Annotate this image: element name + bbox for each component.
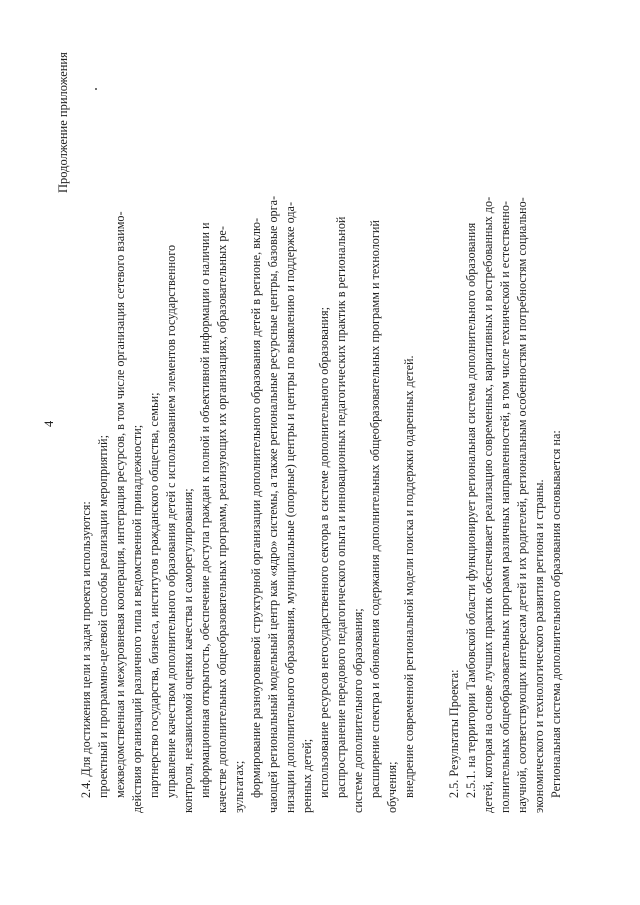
text-line: внедрение современной региональной модели поиска и поддержки одаренных детей. bbox=[402, 355, 416, 798]
text-line: обучения; bbox=[385, 761, 399, 813]
text-line: партнерство государства, бизнеса, институтов гражданского общества, семьи; bbox=[147, 392, 161, 798]
text-line: детей, которая на основе лучших практик обеспечивает реализацию современных, вариативных и востребованных до- bbox=[481, 196, 495, 813]
text-line: 2.5.1. на территории Тамбовской области функционирует региональная система дополнительного образования bbox=[464, 222, 478, 798]
text-line: информационная открытость, обеспечение доступа граждан к полной и объективной информации о наличии и bbox=[198, 222, 212, 798]
text-line: распространение передового педагогического опыта и инновационных педагогических практик в региональной bbox=[334, 216, 348, 798]
text-line: зультатах; bbox=[232, 760, 246, 813]
text-line: ренных детей; bbox=[300, 738, 314, 813]
text-line: действия организаций различного типа и ведомственной принадлежности; bbox=[130, 424, 144, 813]
text-line: использование ресурсов негосударственного сектора в системе дополнительного образования; bbox=[317, 307, 331, 798]
text-line: полнительных общеобразовательных программ различных направленностей, в том числе технической и естественно- bbox=[498, 201, 512, 813]
text-line: межведомственная и межуровневая кооперация, интеграция ресурсов, в том числе организация сетевого взаимо- bbox=[113, 211, 127, 798]
text-line: научной, соответствующих интересам детей и их родителей, региональным особенностям и потребностям социально- bbox=[515, 197, 529, 813]
text-line: расширение спектра и обновления содержания дополнительных общеобразовательных программ и технологий bbox=[368, 220, 382, 798]
text-line: проектный и программно-целевой способы реализации мероприятий; bbox=[96, 435, 110, 798]
text-line: экономического и технологического развития региона и страны. bbox=[532, 479, 546, 813]
text-line: 2.4. Для достижения цели и задач проекта используются: bbox=[79, 501, 93, 798]
text-line: контроля, независимой оценки качества и саморегулирования; bbox=[181, 488, 195, 813]
page-number: 4 bbox=[42, 420, 56, 427]
text-line: качестве дополнительных общеобразовательных программ, реализующих их организациях, образовательных ре- bbox=[215, 226, 229, 813]
text-line: низации дополнительного образования, муниципальные (опорные) центры и центры по выявлению и поддержке ода- bbox=[283, 201, 297, 813]
scan-speck bbox=[95, 88, 97, 90]
section-heading: 2.5. Результаты Проекта: bbox=[447, 669, 461, 798]
text-line: Региональная система дополнительного образования основывается на: bbox=[549, 430, 563, 798]
continuation-header: Продолжение приложения bbox=[56, 52, 70, 193]
text-line: формирование разноуровневой структурной организации дополнительного образования детей в регионе, вклю- bbox=[249, 217, 263, 798]
text-line: чающей региональный модельный центр как «ядро» системы, а также региональные ресурсные центры, базовые орга- bbox=[266, 195, 280, 813]
text-line: системе дополнительного образования; bbox=[351, 608, 365, 813]
text-line: управление качеством дополнительного образования детей с использованием элементов государственного bbox=[164, 244, 178, 798]
